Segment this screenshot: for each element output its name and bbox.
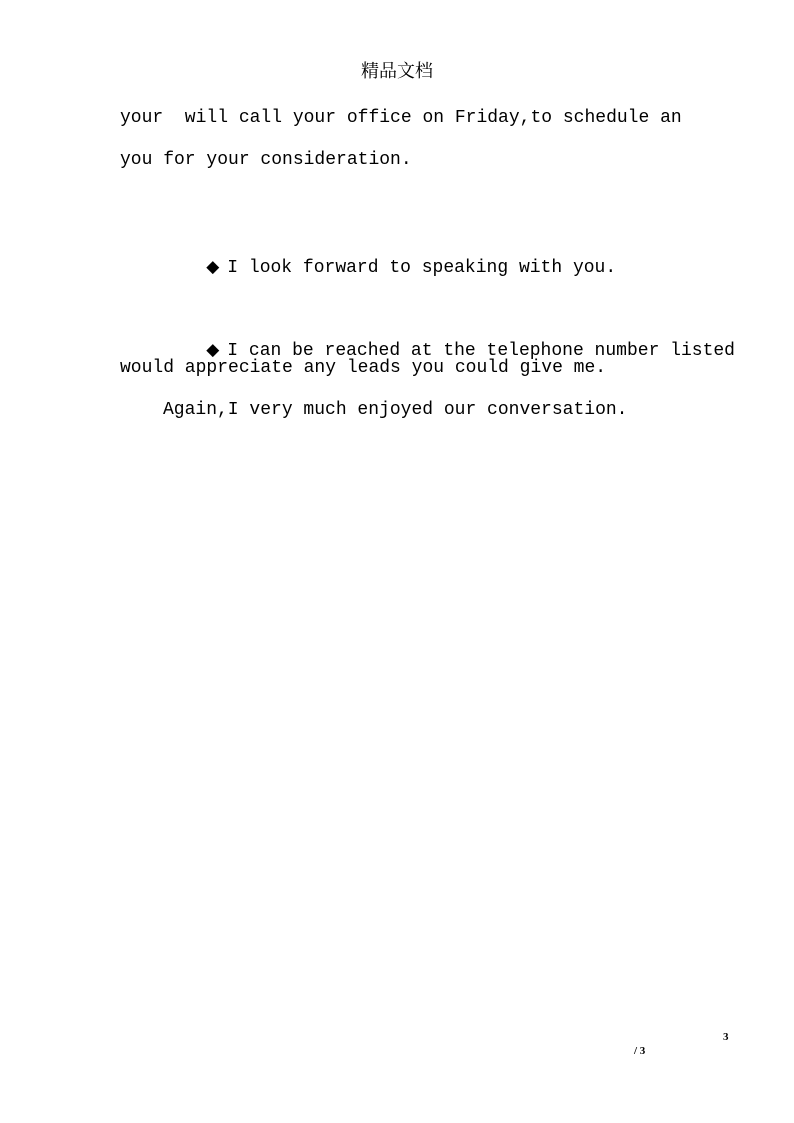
body-line-2: you for your consideration. (120, 150, 412, 170)
body-line-1: your will call your office on Friday,to schedule an (120, 108, 682, 128)
body-line-3: would appreciate any leads you could give me. (120, 358, 607, 378)
page-header-title: 精品文档 (361, 61, 433, 82)
page-total: / 3 (634, 1045, 646, 1057)
diamond-bullet-icon: ◆ (206, 340, 220, 360)
bullet-item-1 (163, 231, 616, 304)
page-number: 3 (723, 1031, 729, 1043)
bullet-item-2-text: I can be reached at the telephone number listed (227, 341, 735, 361)
body-line-4: Again,I very much enjoyed our conversation. (163, 400, 628, 420)
diamond-bullet-icon: ◆ (206, 257, 220, 277)
bullet-item-1-text: I look forward to speaking with you. (227, 258, 617, 278)
